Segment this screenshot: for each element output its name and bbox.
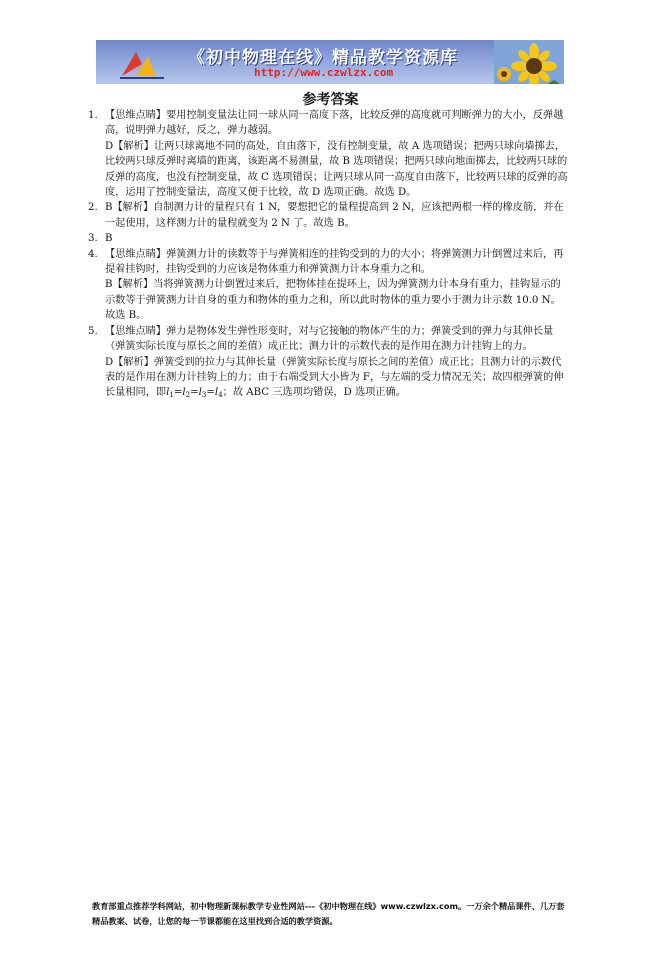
answer-text: D【解析】让两只球离地不同的高处，自由落下，没有控制变量，故 A 选项错误；把两只球向墙掷去，比较两只球反弹时离墙的距离，该距离不易测量，故 B 选项错误；把两只球向地面掷去，比较两只球的反弹的高度，也没有控制变量，故 C 选项错误；让两只球从同一高度自由落下，比较两只球的反弹的高度，运用了控制变量法，高度又便于比较，故 D 选项正确。故选 D。 xyxy=(105,140,568,199)
answer-paragraph xyxy=(105,139,568,201)
logo-icon xyxy=(118,46,168,80)
answer-paragraph xyxy=(105,355,568,404)
answer-text: 【思维点睛】弹簧测力计的读数等于与弹簧相连的挂钩受到的力的大小；将弹簧测力计倒置过来后，再提着挂钩时，挂钩受到的力应该是物体重力和弹簧测力计本身重力之和。 xyxy=(105,248,564,276)
formula-symbol: l xyxy=(166,387,170,399)
answer-paragraph xyxy=(105,108,568,139)
answer-paragraph xyxy=(105,247,568,278)
formula-symbol: =l xyxy=(173,387,186,399)
answer-item xyxy=(88,247,568,324)
formula-symbol: =l xyxy=(206,387,219,399)
answer-number: 2. xyxy=(88,202,98,214)
answer-list xyxy=(88,108,568,404)
answer-text: D【解析】弹簧受到的拉力与其伸长量（弹簧实际长度与原长之间的差值）成正比；且测力计的示数代表的是作用在测力计挂钩上的力；由于右端受到大小皆为 F，与左端的受力情况无关；故四根弹簧的伸长量相同，即 xyxy=(105,356,564,399)
answer-item xyxy=(88,324,568,404)
answer-text: 【思维点睛】要用控制变量法让同一球从同一高度下落，比较反弹的高度就可判断弹力的大小，反弹越高，说明弹力越好，反之，弹力越弱。 xyxy=(105,110,564,137)
answer-text: B xyxy=(105,233,113,245)
banner-url[interactable]: http://www.czwlzx.com xyxy=(254,66,394,79)
formula-subscript: 3 xyxy=(201,391,207,400)
answer-paragraph xyxy=(105,231,568,246)
answer-number: 4. xyxy=(88,248,98,260)
formula xyxy=(166,387,223,398)
formula-subscript: 2 xyxy=(185,391,191,400)
formula-symbol: =l xyxy=(190,387,202,399)
formula-subscript: 4 xyxy=(218,391,223,400)
answer-text-tail: ；故 ABC 三选项均错误，D 选项正确。 xyxy=(222,387,406,399)
formula-subscript: 1 xyxy=(169,391,174,400)
answer-paragraph xyxy=(105,200,568,231)
answer-paragraph xyxy=(105,277,568,323)
answer-item xyxy=(88,231,568,246)
footer-text: 教育部重点推荐学科网站，初中物理新课标教学专业性网站---《初中物理在线》www.czwlzx.com。一万余个精品课件、几万套精品教案、试卷，让您的每一节课都能在这里找到合适的教学资源。 xyxy=(92,901,565,926)
sunflower-icon xyxy=(494,40,564,84)
answer-number: 3. xyxy=(88,233,98,245)
header-banner xyxy=(96,40,564,84)
answer-item xyxy=(88,108,568,200)
answer-text: B【解析】当将弹簧测力计倒置过来后，把物体挂在提环上，因为弹簧测力计本身有重力，挂钩显示的示数等于弹簧测力计自身的重力和物体的重力之和，所以此时物体的重力要小于测力计示数 10.0 N。故选 B。 xyxy=(105,279,561,322)
answer-text: B【解析】自制测力计的量程只有 1 N，要想把它的量程提高到 2 N，应该把两根一样的橡皮筋，并在一起使用，这样测力计的量程就变为 2 N 了。故选 B。 xyxy=(105,202,564,229)
banner-title: 《初中物理在线》精品教学资源库 xyxy=(188,48,458,68)
answer-number: 5. xyxy=(88,325,98,337)
answer-item xyxy=(88,200,568,231)
page-title: 参考答案 xyxy=(302,92,359,108)
answer-number: 1. xyxy=(88,110,98,121)
answer-text: 【思维点睛】弹力是物体发生弹性形变时，对与它接触的物体产生的力；弹簧受到的弹力与其伸长量（弹簧实际长度与原长之间的差值）成正比；测力计的示数代表的是作用在测力计挂钩上的力。 xyxy=(105,325,554,353)
answer-paragraph xyxy=(105,324,568,355)
